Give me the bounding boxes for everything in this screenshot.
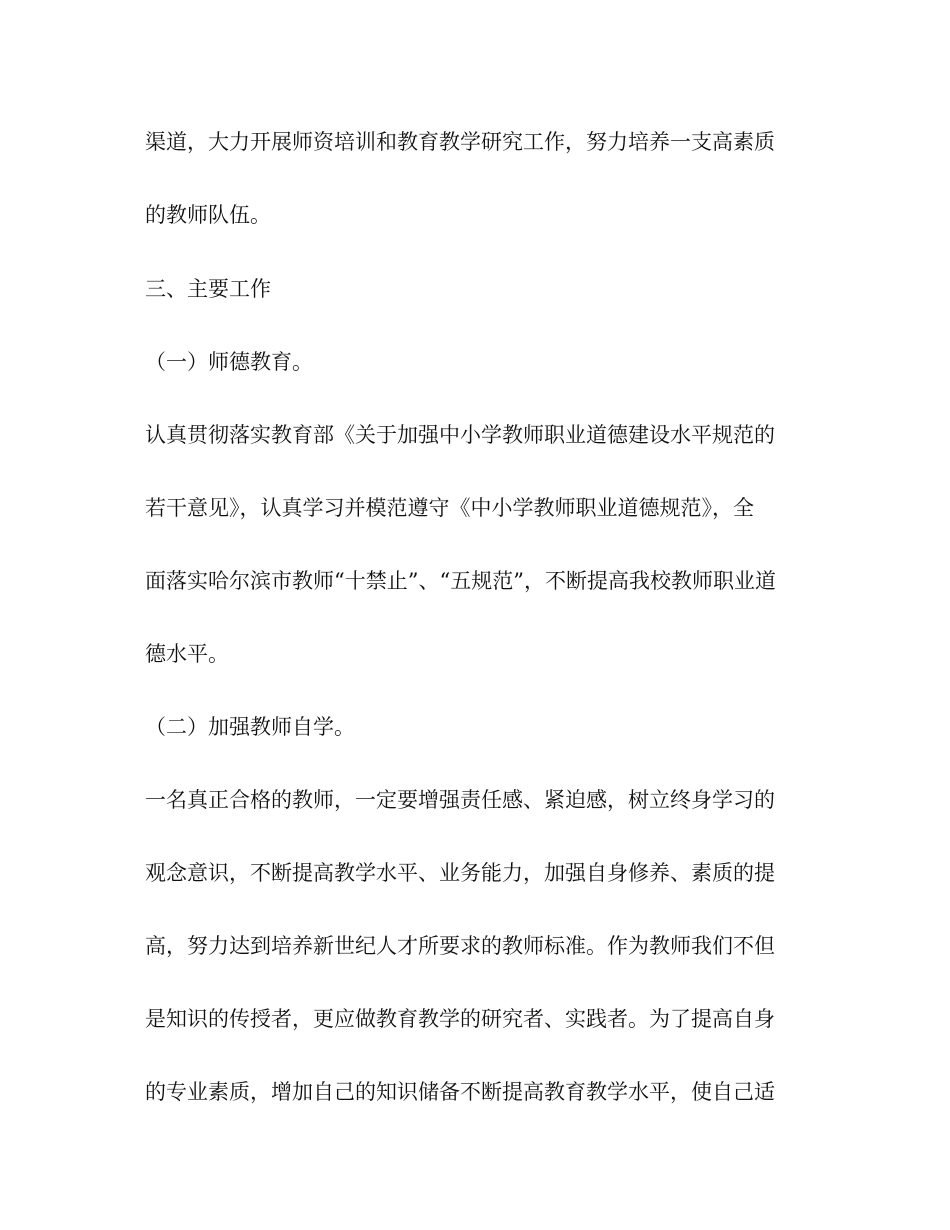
section-heading: 三、主要工作 — [145, 277, 271, 301]
paragraph-line: 渠道，大力开展师资培训和教育教学研究工作，努力培养一支高素质 — [145, 130, 775, 154]
paragraph-line: 认真贯彻落实教育部《关于加强中小学教师职业道德建设水平规范的 — [145, 423, 775, 447]
subsection-heading: （二）加强教师自学。 — [145, 715, 355, 739]
paragraph-line: 德水平。 — [145, 642, 229, 666]
paragraph-line: 观念意识，不断提高教学水平、业务能力，加强自身修养、素质的提 — [145, 861, 775, 885]
paragraph-line: 一名真正合格的教师，一定要增强责任感、紧迫感，树立终身学习的 — [145, 788, 775, 812]
paragraph-line: 的教师队伍。 — [145, 203, 271, 227]
paragraph-line: 的专业素质，增加自己的知识储备不断提高教育教学水平，使自己适 — [145, 1080, 775, 1104]
paragraph-line: 若干意见》，认真学习并模范遵守《中小学教师职业道德规范》，全 — [145, 496, 754, 520]
subsection-heading: （一）师德教育。 — [145, 350, 313, 374]
paragraph-line: 是知识的传授者，更应做教育教学的研究者、实践者。为了提高自身 — [145, 1007, 775, 1031]
paragraph-line: 面落实哈尔滨市教师“十禁止”、“五规范”，不断提高我校教师职业道 — [145, 569, 776, 593]
paragraph-line: 高，努力达到培养新世纪人才所要求的教师标准。作为教师我们不但 — [145, 934, 775, 958]
